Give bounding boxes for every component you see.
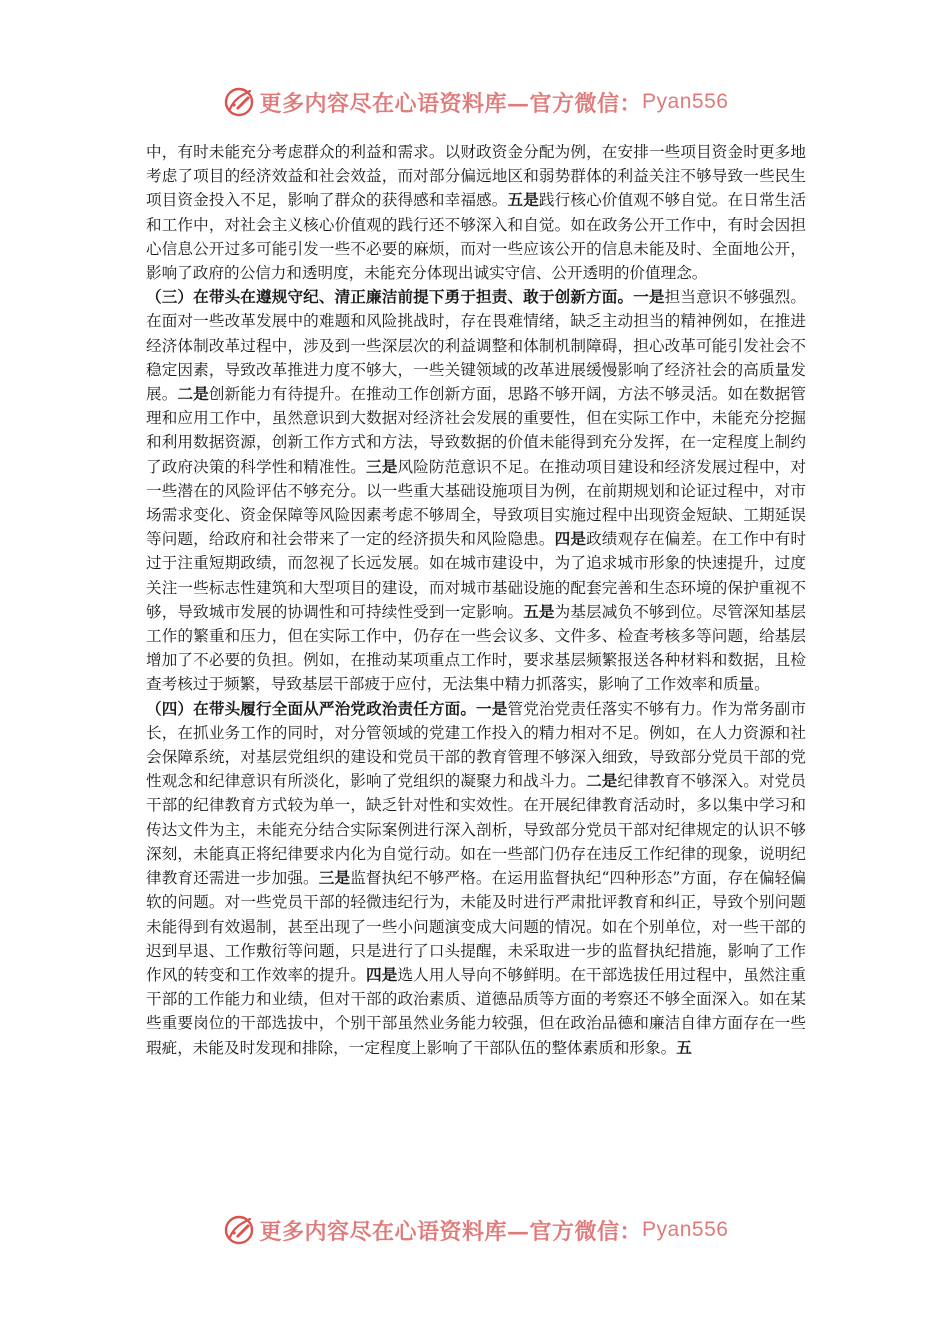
red-circle-pen-logo-icon	[222, 85, 256, 119]
text-run: 风险防范意识不足。在推动项目建设和经济发展过程中，对一些潜在的风险评估不够充分。以一些重大基础设施项目为例，在前期规划和论证过程中，对市场需求变化、资金保障等风险因素考虑不够周全，导致项目实施过程中出现资金短缺、工期延误等问题，给政府和社会带来了一定的经济损失和风险隐患。	[146, 457, 806, 549]
bold-run: 四是	[366, 964, 398, 984]
bold-run: 五是	[523, 601, 555, 621]
text-run: 为基层减负不够到位。尽管深知基层工作的繁重和压力，但在实际工作中，仍存在一些会议多、文件多、检查考核多等问题，给基层增加了不必要的负担。例如，在推动某项重点工作时，要求基层频繁报送各种材料和数据，且检查考核过于频繁，导致基层干部疲于应付，无法集中精力抓落实，影响了工作效率和质量。	[146, 602, 806, 694]
text-run: 政绩观存在偏差。在工作中有时过于注重短期政绩，而忽视了长远发展。如在城市建设中，为了追求城市形象的快速提升，过度关注一些标志性建筑和大型项目的建设，而对城市基础设施的配套完善和生态环境的保护重视不够，导致城市发展的协调性和可持续性受到一定影响。	[146, 530, 806, 621]
bold-run: 一是	[633, 287, 665, 307]
paragraph	[146, 697, 806, 1060]
footer-watermark-banner	[0, 1210, 950, 1250]
text-run: 选人用人导向不够鲜明。在干部选拔任用过程中，虽然注重干部的工作能力和业绩，但对干部的政治素质、道德品质等方面的考察还不够全面深入。如在某些重要岗位的干部选拔中，个别干部虽然业务能力较强，但在政治品德和廉洁自律方面存在一些瑕疵，未能及时发现和排除，一定程度上影响了干部队伍的整体素质和形象。	[146, 965, 806, 1057]
banner-text: 更多内容尽在心语资料库—官方微信：	[259, 90, 643, 117]
bold-run: 二是	[586, 771, 618, 791]
text-run: 中，有时未能充分考虑群众的利益和需求。以财政资金分配为例，在安排一些项目资金时更多地考虑了项目的经济效益和社会效益，而对部分偏远地区和弱势群体的利益关注不够导致一些民生项目资金投入不足，影响了群众的获得感和幸福感。	[146, 143, 806, 210]
section-heading: （三）在带头在遵规守纪、清正廉洁前提下勇于担责、敢于创新方面。	[146, 287, 634, 307]
red-circle-pen-logo-icon	[222, 1213, 256, 1247]
text-run: 监督执纪不够严格。在运用监督执纪“四种形态”方面，存在偏轻偏软的问题。对一些党员干部的轻微违纪行为，未能及时进行严肃批评教育和纠正，导致个别问题未能得到有效遏制，甚至出现了一些小问题演变成大问题的情况。如在个别单位，对一些干部的迟到早退、工作敷衍等问题，只是进行了口头提醒，未采取进一步的监督执纪措施，影响了工作作风的转变和工作效率的提升。	[146, 869, 806, 984]
header-watermark-banner	[0, 82, 950, 122]
bold-run: 一是	[476, 698, 508, 718]
text-run: 管党治党责任落实不够有力。作为常务副市长，在抓业务工作的同时，对分管领域的党建工作投入的精力相对不足。例如，在人力资源和社会保障系统，对基层党组织的建设和党员干部的教育管理不够深入细致，导致部分党员干部的党性观念和纪律意识有所淡化，影响了党组织的凝聚力和战斗力。	[146, 699, 806, 791]
paragraph	[146, 285, 806, 696]
bold-run: 二是	[177, 384, 209, 404]
paragraph	[146, 140, 806, 285]
bold-run: 五	[676, 1037, 692, 1057]
bold-run: 三是	[366, 456, 398, 476]
text-run: 担当意识不够强烈。在面对一些改革发展中的难题和风险挑战时，存在畏难情绪，缺乏主动担当的精神例如，在推进经济体制改革过程中，涉及到一些深层次的利益调整和体制机制障碍，担心改革可能引发社会不稳定因素，导致改革推进力度不够大，一些关键领域的改革进展缓慢影响了经济社会的高质量发展。	[146, 288, 806, 404]
banner-text: 更多内容尽在心语资料库—官方微信：	[259, 1218, 643, 1245]
wechat-id: Pyan556	[642, 90, 729, 113]
document-body	[146, 140, 806, 1060]
text-run: 践行核心价值观不够自觉。在日常生活和工作中，对社会主义核心价值观的践行还不够深入和自觉。如在政务公开工作中，有时会因担心信息公开过多可能引发一些不必要的麻烦，而对一些应该公开的信息未能及时、全面地公开，影响了政府的公信力和透明度，未能充分体现出诚实守信、公开透明的价值理念。	[146, 191, 806, 283]
bold-run: 三是	[318, 868, 351, 888]
bold-run: 五是	[507, 190, 539, 210]
wechat-id: Pyan556	[642, 1218, 729, 1241]
text-run: 创新能力有待提升。在推动工作创新方面，思路不够开阔，方法不够灵活。如在数据管理和应用工作中，虽然意识到大数据对经济社会发展的重要性，但在实际工作中，未能充分挖掘和利用数据资源，创新工作方式和方法，导致数据的价值未能得到充分发挥，在一定程度上制约了政府决策的科学性和精准性。	[146, 385, 806, 476]
text-run: 纪律教育不够深入。对党员干部的纪律教育方式较为单一，缺乏针对性和实效性。在开展纪律教育活动时，多以集中学习和传达文件为主，未能充分结合实际案例进行深入剖析，导致部分党员干部对纪律规定的认识不够深刻，未能真正将纪律要求内化为自觉行动。如在一些部门仍存在违反工作纪律的现象，说明纪律教育还需进一步加强。	[146, 772, 806, 888]
section-heading: （四）在带头履行全面从严治党政治责任方面。	[146, 698, 477, 718]
bold-run: 四是	[554, 529, 587, 549]
